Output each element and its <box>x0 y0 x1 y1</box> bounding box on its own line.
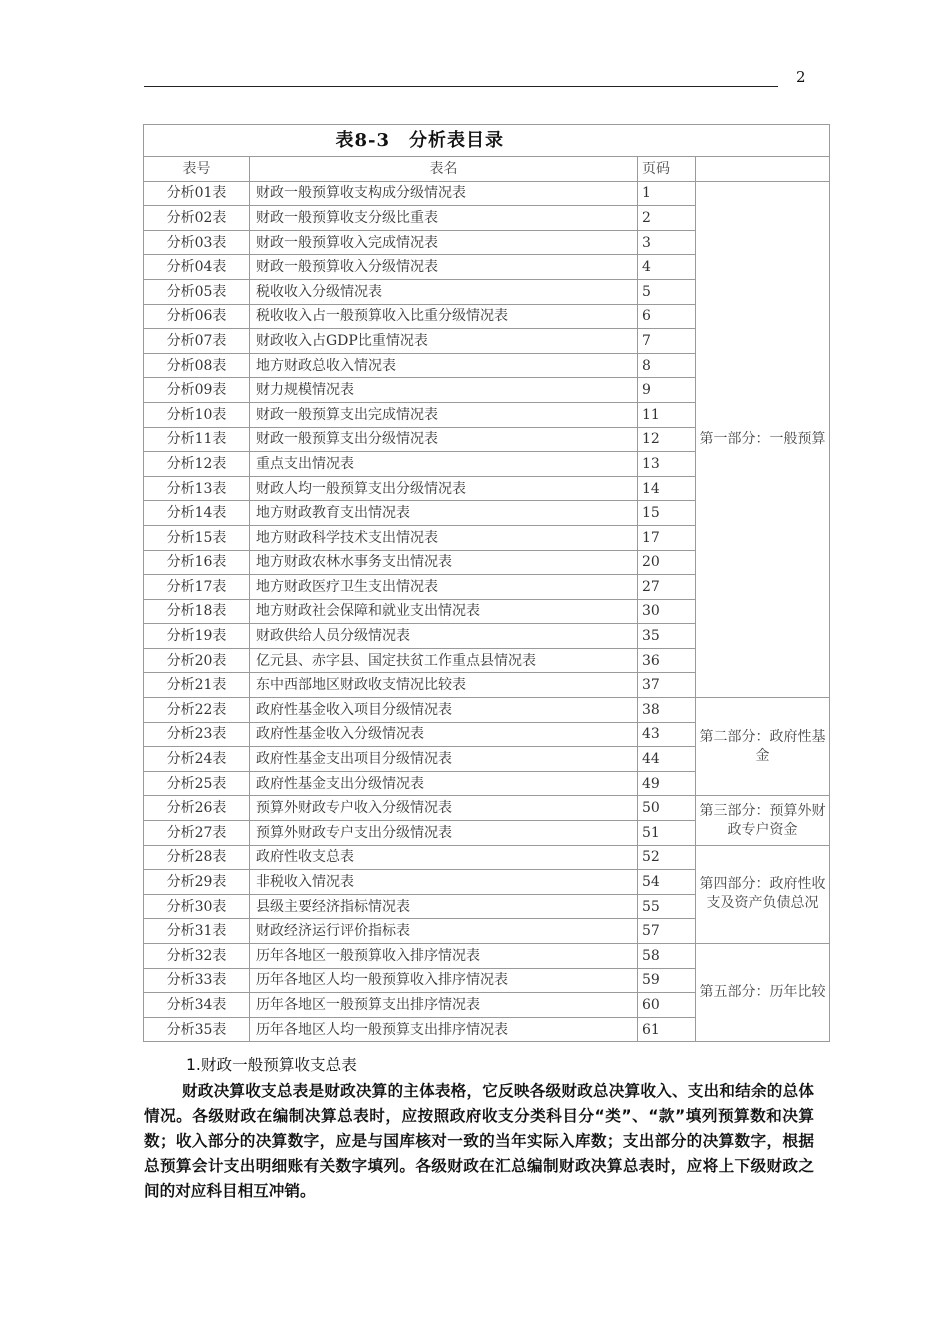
table-row <box>144 845 830 870</box>
cell-page: 20 <box>638 550 696 575</box>
cell-table-name: 非税收入情况表 <box>250 870 638 895</box>
cell-table-name: 亿元县、赤字县、国定扶贫工作重点县情况表 <box>250 648 638 673</box>
cell-page: 55 <box>638 894 696 919</box>
cell-page: 12 <box>638 427 696 452</box>
cell-table-name: 税收收入分级情况表 <box>250 279 638 304</box>
cell-part-label: 第五部分：历年比较 <box>696 944 830 1042</box>
cell-table-no: 分析09表 <box>144 378 250 403</box>
cell-table-no: 分析03表 <box>144 230 250 255</box>
cell-table-no: 分析13表 <box>144 476 250 501</box>
cell-table-no: 分析02表 <box>144 206 250 231</box>
cell-page: 52 <box>638 845 696 870</box>
cell-table-no: 分析11表 <box>144 427 250 452</box>
cell-table-no: 分析01表 <box>144 181 250 206</box>
cell-page: 3 <box>638 230 696 255</box>
cell-page: 58 <box>638 944 696 969</box>
analysis-table-catalog <box>143 124 829 1042</box>
cell-table-name: 财政一般预算支出完成情况表 <box>250 402 638 427</box>
header-rule <box>144 86 778 87</box>
cell-table-name: 历年各地区人均一般预算收入排序情况表 <box>250 968 638 993</box>
cell-table-name: 历年各地区人均一般预算支出排序情况表 <box>250 1017 638 1042</box>
cell-table-no: 分析26表 <box>144 796 250 821</box>
cell-table-no: 分析33表 <box>144 968 250 993</box>
cell-page: 36 <box>638 648 696 673</box>
cell-table-no: 分析27表 <box>144 821 250 846</box>
cell-page: 9 <box>638 378 696 403</box>
cell-table-name: 地方财政总收入情况表 <box>250 353 638 378</box>
table-title: 表8-3 分析表目录 <box>144 125 696 157</box>
cell-part-label: 第三部分：预算外财政专户资金 <box>696 796 830 845</box>
table-row <box>144 698 830 723</box>
cell-page: 4 <box>638 255 696 280</box>
header-part <box>696 157 830 182</box>
cell-table-no: 分析35表 <box>144 1017 250 1042</box>
table-row <box>144 944 830 969</box>
cell-table-name: 东中西部地区财政收支情况比较表 <box>250 673 638 698</box>
cell-table-no: 分析25表 <box>144 771 250 796</box>
cell-table-no: 分析17表 <box>144 575 250 600</box>
cell-table-no: 分析19表 <box>144 624 250 649</box>
cell-table-name: 历年各地区一般预算收入排序情况表 <box>250 944 638 969</box>
cell-table-name: 县级主要经济指标情况表 <box>250 894 638 919</box>
cell-page: 1 <box>638 181 696 206</box>
cell-part-label: 第一部分：一般预算 <box>696 181 830 697</box>
cell-table-name: 政府性基金收入项目分级情况表 <box>250 698 638 723</box>
cell-page: 44 <box>638 747 696 772</box>
cell-table-name: 地方财政医疗卫生支出情况表 <box>250 575 638 600</box>
cell-table-name: 税收收入占一般预算收入比重分级情况表 <box>250 304 638 329</box>
cell-table-no: 分析07表 <box>144 329 250 354</box>
cell-table-name: 财政一般预算收入分级情况表 <box>250 255 638 280</box>
cell-table-name: 预算外财政专户支出分级情况表 <box>250 821 638 846</box>
cell-table-no: 分析29表 <box>144 870 250 895</box>
cell-table-no: 分析22表 <box>144 698 250 723</box>
cell-table-no: 分析31表 <box>144 919 250 944</box>
cell-page: 27 <box>638 575 696 600</box>
cell-table-name: 政府性基金支出项目分级情况表 <box>250 747 638 772</box>
cell-table-no: 分析24表 <box>144 747 250 772</box>
cell-table-no: 分析30表 <box>144 894 250 919</box>
cell-table-no: 分析32表 <box>144 944 250 969</box>
section-paragraph: 财政决算收支总表是财政决算的主体表格，它反映各级财政总决算收入、支出和结余的总体情况。各级财政在编制决算总表时，应按照政府收支分类科目分“类”、“款”填列预算数和决算数；收入部分的决算数字，应是与国库核对一致的当年实际入库数；支出部分的决算数字，根据总预算会计支出明细账有关数字填列。各级财政在汇总编制财政决算总表时，应将上下级财政之间的对应科目相互冲销。 <box>144 1082 814 1200</box>
cell-table-name: 财政一般预算收支构成分级情况表 <box>250 181 638 206</box>
table-row <box>144 181 830 206</box>
cell-table-name: 政府性基金支出分级情况表 <box>250 771 638 796</box>
cell-table-no: 分析34表 <box>144 993 250 1018</box>
cell-table-no: 分析06表 <box>144 304 250 329</box>
cell-table-no: 分析14表 <box>144 501 250 526</box>
cell-page: 17 <box>638 525 696 550</box>
cell-table-name: 财政收入占GDP比重情况表 <box>250 329 638 354</box>
section-body <box>144 1053 814 1204</box>
cell-table-no: 分析20表 <box>144 648 250 673</box>
cell-page: 61 <box>638 1017 696 1042</box>
header-table-no: 表号 <box>144 157 250 182</box>
cell-page: 60 <box>638 993 696 1018</box>
cell-table-no: 分析28表 <box>144 845 250 870</box>
cell-page: 15 <box>638 501 696 526</box>
cell-page: 2 <box>638 206 696 231</box>
cell-table-no: 分析12表 <box>144 452 250 477</box>
table-row <box>144 796 830 821</box>
cell-page: 57 <box>638 919 696 944</box>
cell-page: 30 <box>638 599 696 624</box>
cell-table-no: 分析15表 <box>144 525 250 550</box>
cell-table-no: 分析23表 <box>144 722 250 747</box>
cell-table-name: 政府性收支总表 <box>250 845 638 870</box>
cell-page: 13 <box>638 452 696 477</box>
cell-page: 50 <box>638 796 696 821</box>
cell-page: 51 <box>638 821 696 846</box>
cell-page: 11 <box>638 402 696 427</box>
cell-table-name: 历年各地区一般预算支出排序情况表 <box>250 993 638 1018</box>
cell-page: 5 <box>638 279 696 304</box>
cell-page: 8 <box>638 353 696 378</box>
cell-part-label: 第二部分：政府性基金 <box>696 698 830 796</box>
cell-table-name: 地方财政农林水事务支出情况表 <box>250 550 638 575</box>
cell-table-name: 财力规模情况表 <box>250 378 638 403</box>
cell-page: 35 <box>638 624 696 649</box>
cell-table-name: 财政一般预算支出分级情况表 <box>250 427 638 452</box>
cell-table-name: 政府性基金收入分级情况表 <box>250 722 638 747</box>
cell-table-no: 分析18表 <box>144 599 250 624</box>
section-heading: 1.财政一般预算收支总表 <box>186 1056 357 1074</box>
header-page: 页码 <box>638 157 696 182</box>
cell-table-name: 财政人均一般预算支出分级情况表 <box>250 476 638 501</box>
cell-page: 59 <box>638 968 696 993</box>
cell-table-name: 财政供给人员分级情况表 <box>250 624 638 649</box>
cell-page: 6 <box>638 304 696 329</box>
cell-table-no: 分析04表 <box>144 255 250 280</box>
cell-page: 49 <box>638 771 696 796</box>
cell-table-name: 财政经济运行评价指标表 <box>250 919 638 944</box>
page-number: 2 <box>796 68 806 86</box>
cell-page: 14 <box>638 476 696 501</box>
cell-table-name: 地方财政科学技术支出情况表 <box>250 525 638 550</box>
cell-table-name: 地方财政教育支出情况表 <box>250 501 638 526</box>
cell-page: 7 <box>638 329 696 354</box>
cell-table-name: 财政一般预算收支分级比重表 <box>250 206 638 231</box>
cell-page: 37 <box>638 673 696 698</box>
cell-page: 54 <box>638 870 696 895</box>
cell-table-no: 分析16表 <box>144 550 250 575</box>
cell-page: 43 <box>638 722 696 747</box>
cell-table-no: 分析10表 <box>144 402 250 427</box>
header-table-name: 表名 <box>250 157 638 182</box>
cell-page: 38 <box>638 698 696 723</box>
cell-table-no: 分析21表 <box>144 673 250 698</box>
cell-table-no: 分析05表 <box>144 279 250 304</box>
cell-table-name: 地方财政社会保障和就业支出情况表 <box>250 599 638 624</box>
cell-table-name: 重点支出情况表 <box>250 452 638 477</box>
catalog-table <box>143 124 830 1042</box>
cell-table-name: 财政一般预算收入完成情况表 <box>250 230 638 255</box>
cell-part-label: 第四部分：政府性收支及资产负债总况 <box>696 845 830 943</box>
cell-table-name: 预算外财政专户收入分级情况表 <box>250 796 638 821</box>
cell-table-no: 分析08表 <box>144 353 250 378</box>
